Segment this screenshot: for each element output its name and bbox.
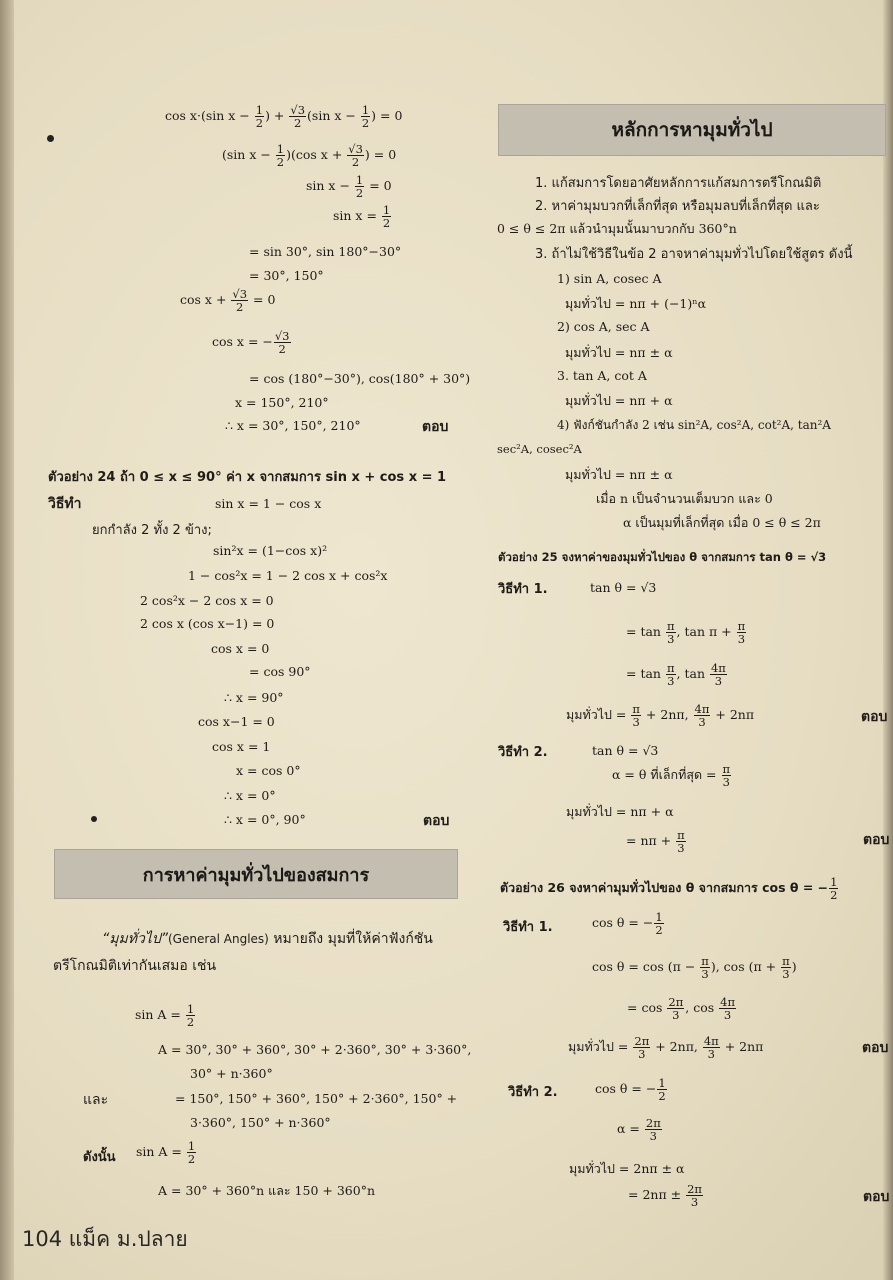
text-line: มุมทั่วไป = nπ ± α (565, 467, 673, 482)
bullet-dot (47, 135, 54, 142)
eq-line: = nπ + $\frac{\pi}{3}$ (626, 828, 685, 856)
eq-line: = 30°, 150° (249, 268, 324, 283)
text-line: 3. ถ้าไม่ใช้วิธีในข้อ 2 อาจหาค่ามุมทั่วไปโดยใช้สูตร ดังนี้ (535, 247, 853, 262)
eq-line: (sin x − $\frac{1}{2}$ )(cos x + $\frac{√3}{2}$ ) = 0 (222, 142, 397, 170)
eq-line: ยกกำลัง 2 ทั้ง 2 ข้าง; (92, 523, 212, 538)
answer-label: ตอบ (422, 419, 449, 435)
eq-line: = tan $\frac{\pi}{3}$ , tan π + $\frac{\pi}{3}$ (626, 619, 746, 647)
eq-line: x = cos 0° (236, 763, 301, 778)
eq-line: มุมทั่วไป = nπ + α (566, 804, 674, 819)
eq-line: 1 − cos²x = 1 − 2 cos x + cos²x (188, 568, 388, 583)
eq-line: sin x = $\frac{1}{2}$ (333, 203, 391, 231)
bullet-dot (91, 816, 97, 822)
section-header-principles: หลักการหามุมทั่วไป (498, 104, 886, 156)
eq-line: sin x = 1 − cos x (215, 496, 322, 511)
method-1-label: วิธีทำ 1. (503, 920, 553, 935)
eq-line: cos x = − $\frac{√3}{2}$ (212, 329, 290, 357)
eq-line: α = θ ที่เล็กที่สุด = $\frac{\pi}{3}$ (612, 762, 731, 790)
method-2-label: วิธีทำ 2. (508, 1085, 558, 1100)
eq-line: cos x·(sin x − $\frac{1}{2}$ ) + $\frac{√3}{2}$ (sin x − $\frac{1}{2}$ ) = 0 (165, 103, 403, 131)
eq-line: x = 150°, 210° (235, 395, 329, 410)
example-25-heading: ตัวอย่าง 25 จงหาค่าของมุมทั่วไปของ θ จากสมการ tan θ = √3 (498, 550, 827, 564)
eq-line: = cos (180°−30°), cos(180° + 30°) (249, 371, 471, 386)
text-line: 2) cos A, sec A (557, 319, 650, 334)
section-header-general-angles: การหาค่ามุมทั่วไปของสมการ (54, 849, 458, 899)
eq-line: = tan $\frac{\pi}{3}$ , tan $\frac{4\pi}{3}$ (626, 661, 726, 689)
text-line: มุมทั่วไป = nπ ± α (565, 345, 673, 360)
eq-line: cos x−1 = 0 (198, 714, 275, 729)
paragraph-line: “มุมทั่วไป”(General Angles) หมายถึง มุมที่ให้ค่าฟังก์ชัน (102, 931, 433, 947)
page-edge-left (0, 0, 14, 1280)
eq-line: = cos 90° (249, 664, 311, 679)
answer-label: ตอบ (862, 1040, 889, 1056)
text-line: 2. หาค่ามุมบวกที่เล็กที่สุด หรือมุมลบที่เล็กที่สุด และ (535, 199, 820, 214)
eq-line: tan θ = √3 (590, 580, 657, 595)
eq-line: ∴ x = 30°, 150°, 210° (225, 418, 361, 433)
eq-line: ∴ x = 0° (224, 788, 276, 803)
eq-line: sin A = $\frac{1}{2}$ (136, 1139, 196, 1167)
eq-line: = 2nπ ± $\frac{2\pi}{3}$ (628, 1182, 702, 1210)
eq-line: มุมทั่วไป = 2nπ ± α (569, 1161, 685, 1176)
eq-line: 3·360°, 150° + n·360° (190, 1115, 331, 1130)
eq-line: = sin 30°, sin 180°−30° (249, 244, 402, 259)
eq-line: ∴ x = 0°, 90° (224, 812, 306, 827)
eq-line: cos x + $\frac{√3}{2}$ = 0 (180, 287, 276, 315)
eq-line: tan θ = √3 (592, 743, 659, 758)
eq-line: ∴ x = 90° (224, 690, 284, 705)
therefore-label: ดังนั้น (83, 1150, 116, 1165)
eq-line: cos x = 0 (211, 641, 270, 656)
method-1-label: วิธีทำ 1. (498, 582, 548, 597)
page-footer: 104 แม็ค ม.ปลาย (22, 1227, 188, 1251)
eq-line: sin x − $\frac{1}{2}$ = 0 (306, 173, 392, 201)
eq-line: sin²x = (1−cos x)² (213, 543, 328, 558)
eq-line: = cos $\frac{2\pi}{3}$ , cos $\frac{4\pi}{3}$ (627, 995, 735, 1023)
eq-line: sin A = $\frac{1}{2}$ (135, 1002, 195, 1030)
eq-line: cos x = 1 (212, 739, 271, 754)
eq-line: cos θ = − $\frac{1}{2}$ (595, 1076, 666, 1104)
example-26-heading: ตัวอย่าง 26 จงหาค่ามุมทั่วไปของ θ จากสมการ cos θ = − $\frac{1}{2}$ (500, 875, 838, 903)
method-label: วิธีทำ (48, 496, 82, 512)
answer-label: ตอบ (863, 832, 890, 848)
text-line: 3. tan A, cot A (557, 368, 647, 383)
answer-label: ตอบ (863, 1189, 890, 1205)
text-line: มุมทั่วไป = nπ + α (565, 393, 673, 408)
text-line: 0 ≤ θ ≤ 2π แล้วนำมุมนั้นมาบวกกับ 360°n (497, 221, 737, 236)
eq-line: มุมทั่วไป = $\frac{\pi}{3}$ + 2nπ, $\frac{4\pi}{3}$ + 2nπ (566, 702, 755, 730)
text-line: มุมทั่วไป = nπ + (−1)ⁿα (565, 296, 707, 311)
example-24-heading: ตัวอย่าง 24 ถ้า 0 ≤ x ≤ 90° ค่า x จากสมการ sin x + cos x = 1 (48, 470, 447, 485)
paragraph-line: ตรีโกณมิติเท่ากันเสมอ เช่น (53, 958, 217, 974)
page-edge-right (883, 0, 893, 1280)
eq-line: cos θ = − $\frac{1}{2}$ (592, 910, 663, 938)
text-line: เมื่อ n เป็นจำนวนเต็มบวก และ 0 (596, 491, 773, 506)
eq-line: มุมทั่วไป = $\frac{2\pi}{3}$ + 2nπ, $\frac{4\pi}{3}$ + 2nπ (568, 1034, 764, 1062)
text-line: 4) ฟังก์ชันกำลัง 2 เช่น sin²A, cos²A, cot²A, tan²A (557, 418, 831, 432)
eq-line: A = 30° + 360°n และ 150 + 360°n (158, 1183, 375, 1198)
and-label: และ (83, 1092, 109, 1108)
eq-line: α = $\frac{2\pi}{3}$ (617, 1116, 661, 1144)
eq-line: = 150°, 150° + 360°, 150° + 2·360°, 150° + (175, 1091, 458, 1106)
eq-line: cos θ = cos (π − $\frac{\pi}{3}$ ), cos (π + $\frac{\pi}{3}$ ) (592, 954, 797, 982)
eq-line: A = 30°, 30° + 360°, 30° + 2·360°, 30° + 3·360°, (158, 1042, 472, 1057)
text-line: 1) sin A, cosec A (557, 271, 662, 286)
text-line: sec²A, cosec²A (497, 442, 582, 456)
eq-line: 2 cos²x − 2 cos x = 0 (140, 593, 274, 608)
answer-label: ตอบ (423, 813, 450, 829)
answer-label: ตอบ (861, 709, 888, 725)
text-line: α เป็นมุมที่เล็กที่สุด เมื่อ 0 ≤ θ ≤ 2π (623, 515, 821, 530)
eq-line: 2 cos x (cos x−1) = 0 (140, 616, 275, 631)
text-line: 1. แก้สมการโดยอาศัยหลักการแก้สมการตรีโกณมิติ (535, 176, 822, 191)
method-2-label: วิธีทำ 2. (498, 745, 548, 760)
eq-line: 30° + n·360° (190, 1066, 273, 1081)
